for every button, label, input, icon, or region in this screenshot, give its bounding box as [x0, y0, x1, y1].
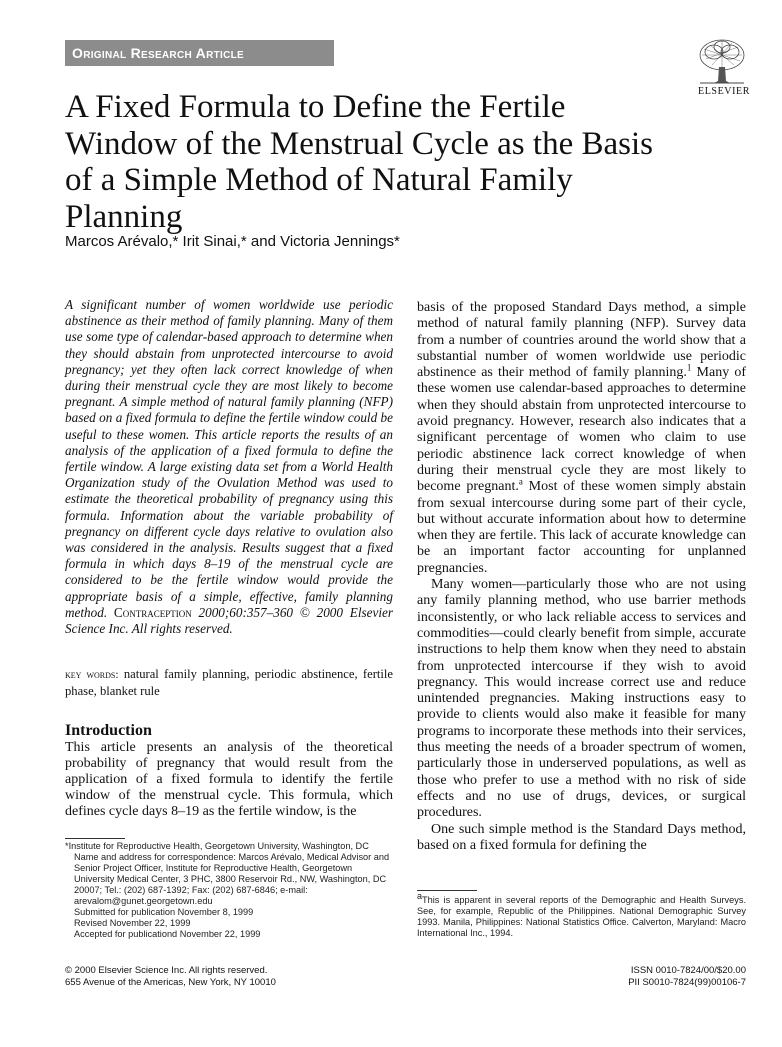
section-heading-introduction: Introduction: [65, 722, 152, 739]
publisher-address: 655 Avenue of the Americas, New York, NY 10010: [65, 976, 276, 988]
footer-identifiers: [628, 965, 746, 988]
text-run: Many of these women use calendar-based approaches to determine when they should abstain from unprotected intercourse to avoid pregnancy. However, research also indicates that a significant percentage of women who claim to use periodic abstinence lack correct knowledge of when during their menstrual cycle they are most likely to become pregnant.: [417, 365, 746, 495]
citation: 2000;60:357–360 © 2000 Elsevier Science Inc. All rights reserved.: [65, 604, 394, 637]
paragraph: One such simple method is the Standard Days method, based on a fixed formula for defining the: [417, 821, 746, 853]
correspondence: Name and address for correspondence: Marcos Arévalo, Medical Advisor and Senior Project Officer, Institute for Reproductive Health, Georgetown University Medical Center, 3 PHC, 3800 Reservoir Rd., NW, Washington, DC 20007; Tel.: (202) 687-1392; Fax: (202) 687-6846; e-mail: arevalom@gunet.georgetown.edu: [74, 852, 390, 906]
footer-publisher: [65, 965, 276, 988]
accepted-date: Accepted for publicationd November 22, 1999: [74, 929, 261, 939]
footnote-a: [417, 890, 746, 939]
affiliation: *Institute for Reproductive Health, Georgetown University, Washington, DC: [65, 841, 369, 851]
revised-date: Revised November 22, 1999: [74, 918, 191, 928]
article-type-banner: Original Research Article: [65, 40, 334, 66]
footnote-divider: [65, 838, 125, 839]
reference-mark: 1: [686, 362, 692, 373]
abstract: [65, 297, 393, 637]
article-title: A Fixed Formula to Define the Fertile Window of the Menstrual Cycle as the Basis of a Simple Method of Natural Family Planning: [65, 89, 653, 235]
text-run: Most of these women simply abstain from sexual intercourse during some part of their cycle, but without accurate information about how to determine when they are fertile. This lack of accurate knowledge can be an important factor accounting for unplanned pregnancies.: [417, 479, 746, 576]
footnote-mark: a: [518, 476, 523, 487]
author-list: Marcos Arévalo,* Irit Sinai,* and Victoria Jennings*: [65, 233, 400, 250]
keywords-label: key words:: [65, 669, 119, 681]
copyright: © 2000 Elsevier Science Inc. All rights reserved.: [65, 965, 268, 976]
abstract-text: A significant number of women worldwide use periodic abstinence as their method of family planning. Many of them use some type of calendar-based approach to determine when they should abstain from unprotected intercourse to avoid pregnancy; yet they often lack correct knowledge of when during their menstrual cycle they are most likely to become pregnant. A simple method of natural family planning (NFP) based on a fixed formula to define the fertile window could be useful to these women. This article reports the results of an analysis of the application of a fixed formula to define the fertile window. A large existing data set from a World Health Organization study of the Ovulation Method was used to estimate the theoretical probability of pregnancy using this formula. Information about the variable probability of pregnancy on different cycle days relative to ovulation also was considered in the analysis. Results suggest that a fixed formula in which days 8–19 of the menstrual cycle are considered to be the fertile window would provide the appropriate basis of a simple, effective, family planning method.: [65, 297, 393, 620]
introduction-text: This article presents an analysis of the theoretical probability of pregnancy that would result from the application of a fixed formula to identify the fertile window of the menstrual cycle. This formula, which defines cycle days 8–19 as the fertile window, is the: [65, 740, 393, 820]
keywords-text: natural family planning, periodic abstinence, fertile phase, blanket rule: [65, 667, 393, 699]
paragraph: Many women—particularly those who are not using any family planning method, who use barrier methods inconsistently, or who lack reliable access to services and commodities—could clearly benefit from simple, accurate instructions to help them know when they need to abstain from unprotected intercourse if they wish to avoid pregnancy. This would increase correct use and reduce unintended pregnancies. Making instructions easy to provide to clients would also make it feasible for many programs to incorporate these methods into their services, thus meeting the needs of a broader spectrum of women, particularly those in underserved populations, as well as those who prefer to use a method with no risk of side effects and no use of drugs, devices, or surgical procedures.: [417, 577, 746, 821]
journal-name: Contraception: [113, 604, 192, 620]
pii: PII S0010-7824(99)00106-7: [628, 976, 746, 988]
paragraph: [417, 300, 746, 577]
submitted-date: Submitted for publication November 8, 1999: [74, 907, 254, 917]
text-run: basis of the proposed Standard Days method, a simple method of natural family planning (NFP). Survey data from a number of countries around the world show that a substantial number of women worldwide use periodic abstinence as their method of family planning.: [417, 300, 746, 381]
footnote-affiliation: [65, 841, 393, 940]
issn: ISSN 0010-7824/00/$20.00: [630, 965, 746, 976]
publisher-name: ELSEVIER: [697, 86, 751, 97]
footnote-divider: [417, 890, 477, 891]
right-column: [417, 300, 746, 854]
footnote-mark: a: [417, 890, 423, 901]
keywords: [65, 666, 393, 699]
footnote-text: This is apparent in several reports of the Demographic and Health Surveys. See, for example, Republic of the Philippines. National Demographic Survey 1993. Manila, Philippines: National Statistics Office. Calverton, Maryland: Macro International Inc., 1994.: [417, 895, 746, 938]
